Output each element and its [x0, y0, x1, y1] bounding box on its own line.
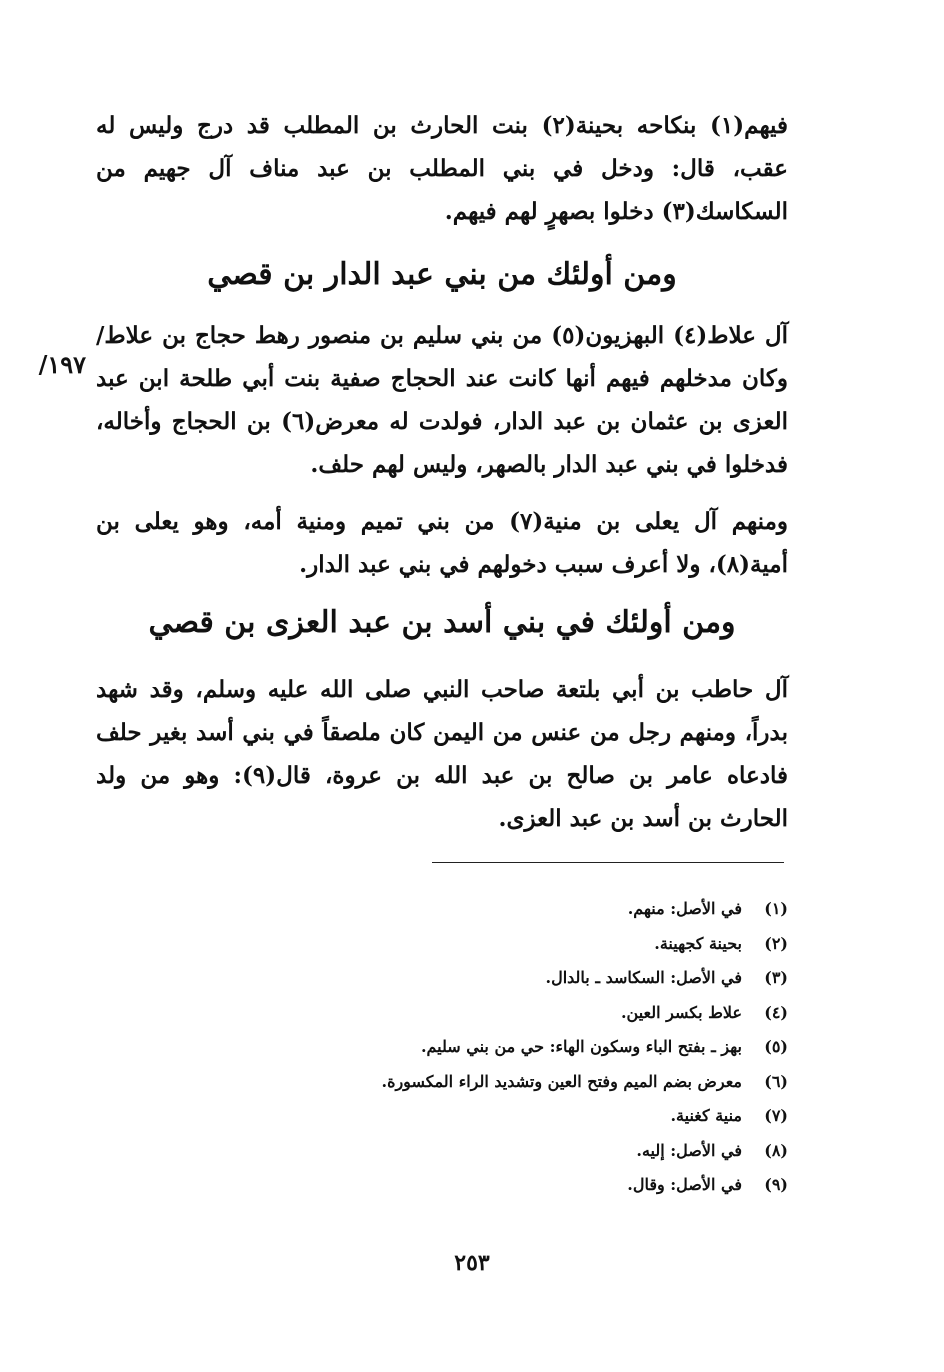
footnote-text: علاط بكسر العين. [620, 1002, 742, 1022]
footnote-separator [432, 862, 784, 863]
footnote-text: في الأصل: منهم. [627, 899, 742, 918]
footnotes [340, 892, 788, 1203]
footnote-item [340, 1134, 788, 1169]
footnote-number: (٨) [764, 1140, 788, 1160]
section-heading-abd-al-dar: ومن أولئك من بني عبد الدار بن قصي [207, 257, 677, 292]
footnote-number: (٤) [764, 1002, 788, 1022]
footnote-text: في الأصل: إليه. [636, 1140, 742, 1160]
footnote-number: (٣) [764, 968, 788, 987]
paragraph-3: ومنهم آل يعلى بن منية(٧) من بني تميم ومنية أمه، وهو يعلى بن أمية(٨)، ولا أعرف سبب دخولهم في بني عبد الدار. [96, 508, 789, 578]
footnote-item [340, 996, 788, 1031]
footnote-text: في الأصل: وقال. [627, 1175, 742, 1194]
section-heading-asad: ومن أولئك في بني أسد بن عبد العزى بن قصي [148, 605, 736, 640]
footnote-text: معرض بضم الميم وفتح العين وتشديد الراء المكسورة. [381, 1071, 742, 1091]
footnote-number: (٩) [764, 1175, 788, 1194]
footnote-item [340, 892, 788, 927]
footnote-text: منية كغنية. [670, 1106, 742, 1125]
footnote-item [340, 1030, 788, 1065]
footnote-text: بحينة كجهينة. [654, 933, 742, 953]
paragraph-2: آل علاط(٤) البهزيون(٥) من بني سليم بن منصور رهط حجاج بن علاط/وكان مدخلهم فيهم أنها كانت عند الحجاج صفية بنت أبي طلحة ابن عبد العزى بن عثمان بن عبد الدار، فولدت له معرض(٦) بن الحجاج وأخاله، فدخلوا في بني عبد الدار بالصهر، وليس لهم حلف. [96, 322, 789, 478]
footnote-number: (٦) [764, 1071, 788, 1091]
footnote-number: (٥) [764, 1037, 788, 1056]
footnote-text: في الأصل: السكاسد ـ بالدال. [545, 968, 742, 987]
margin-page-reference: ١٩٧/ [38, 350, 86, 379]
footnote-number: (١) [764, 899, 788, 918]
footnote-number: (٢) [764, 933, 788, 953]
footnote-item [340, 1099, 788, 1134]
footnote-item [340, 1065, 788, 1100]
footnote-number: (٧) [764, 1106, 788, 1125]
paragraph-4: آل حاطب بن أبي بلتعة صاحب النبي صلى الله عليه وسلم، وقد شهد بدراً، ومنهم رجل من عنس من اليمن كان ملصقاً في بني أسد بغير حلف فادعاه عامر بن صالح بن عبد الله بن عروة، قال(٩): وهو من ولد الحارث بن أسد بن عبد العزى. [96, 676, 788, 832]
footnote-item [340, 927, 788, 962]
footnote-item [340, 1168, 788, 1203]
paragraph-1: فيهم(١) بنكاحه بحينة(٢) بنت الحارث بن المطلب قد درج وليس له عقب، قال: ودخل في بني المطلب بن عبد مناف آل جهيم من السكاسك(٣) دخلوا بصهرٍ لهم فيهم. [96, 112, 788, 225]
footnote-text: بهز ـ بفتح الباء وسكون الهاء: حي من بني سليم. [420, 1037, 742, 1056]
page-number: ٢٥٣ [454, 1250, 490, 1276]
footnote-item [340, 961, 788, 996]
